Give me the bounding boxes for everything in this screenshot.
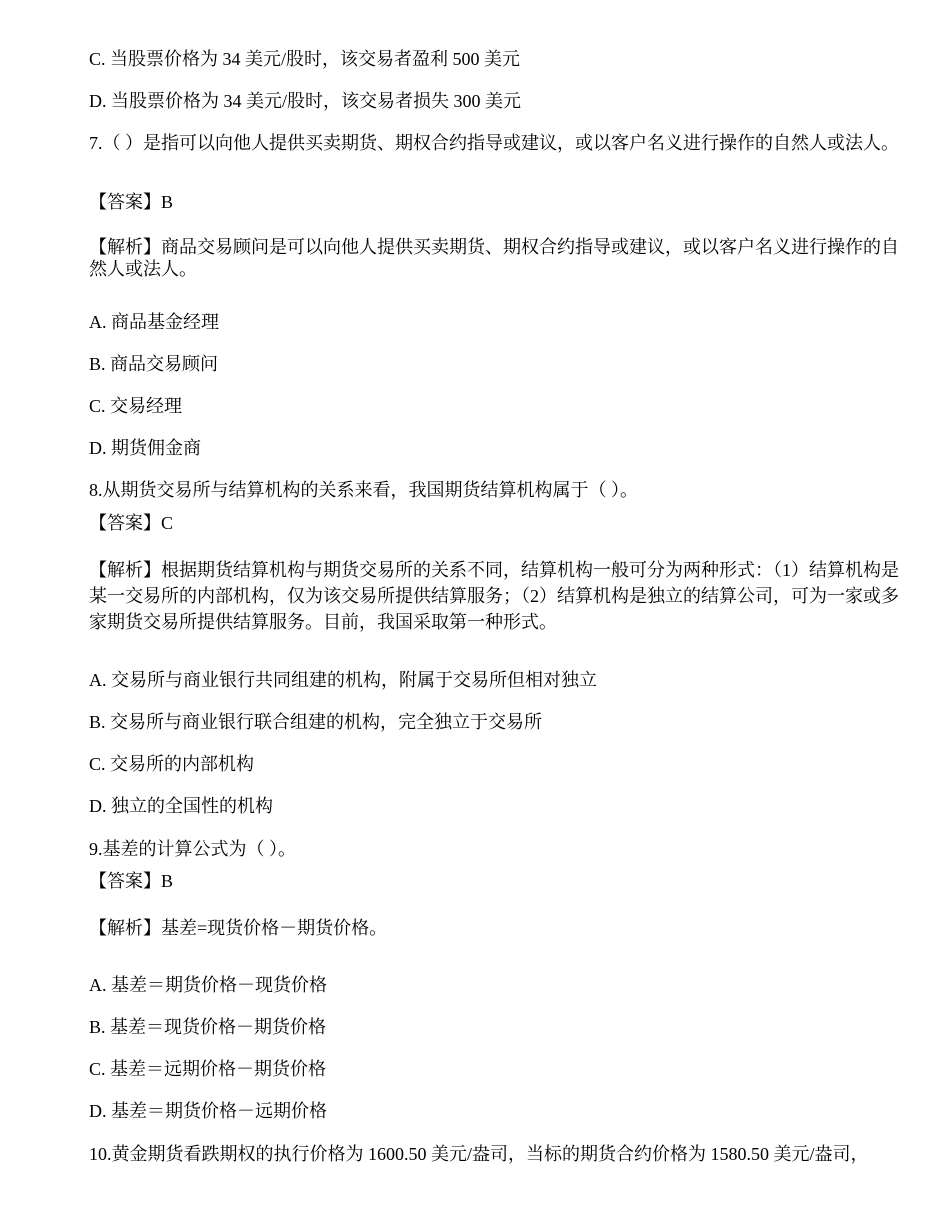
q7-answer: 【答案】B <box>89 192 174 212</box>
q9-option-c: C. 基差＝远期价格－期货价格 <box>89 1059 327 1079</box>
q8-option-a: A. 交易所与商业银行共同组建的机构，附属于交易所但相对独立 <box>89 670 597 690</box>
q7-analysis: 【解析】商品交易顾问是可以向他人提供买卖期货、期权合约指导或建议，或以客户名义进行操作的自然人或法人。 <box>89 237 899 279</box>
q8-option-b: B. 交易所与商业银行联合组建的机构，完全独立于交易所 <box>89 712 543 732</box>
q9-option-a: A. 基差＝期货价格－现货价格 <box>89 975 327 995</box>
q8-answer: 【答案】C <box>89 513 174 533</box>
question-8: 8.从期货交易所与结算机构的关系来看，我国期货结算机构属于（ ）。 <box>89 480 638 500</box>
question-9: 9.基差的计算公式为（ ）。 <box>89 839 296 859</box>
q7-option-d: D. 期货佣金商 <box>89 438 201 458</box>
q8-option-c: C. 交易所的内部机构 <box>89 754 255 774</box>
q9-analysis: 【解析】基差=现货价格－期货价格。 <box>89 918 388 938</box>
q9-option-d: D. 基差＝期货价格－远期价格 <box>89 1101 327 1121</box>
question-7: 7.（ ）是指可以向他人提供买卖期货、期权合约指导或建议，或以客户名义进行操作的自然人或法人。 <box>89 133 899 153</box>
question-10: 10.黄金期货看跌期权的执行价格为 1600.50 美元/盎司，当标的期货合约价格为 1580.50 美元/盎司， <box>89 1144 869 1164</box>
option-d-prev: D. 当股票价格为 34 美元/股时，该交易者损失 300 美元 <box>89 91 521 111</box>
q8-analysis: 【解析】根据期货结算机构与期货交易所的关系不同，结算机构一般可分为两种形式：（1）结算机构是某一交易所的内部机构，仅为该交易所提供结算服务；（2）结算机构是独立的结算公司，可为一家或多家期货交易所提供结算服务。目前，我国采取第一种形式。 <box>89 560 899 632</box>
q9-option-b: B. 基差＝现货价格－期货价格 <box>89 1017 327 1037</box>
q7-option-b: B. 商品交易顾问 <box>89 354 219 374</box>
q9-answer: 【答案】B <box>89 871 174 891</box>
q8-option-d: D. 独立的全国性的机构 <box>89 796 273 816</box>
q7-option-a: A. 商品基金经理 <box>89 312 219 332</box>
q7-option-c: C. 交易经理 <box>89 396 183 416</box>
option-c-prev: C. 当股票价格为 34 美元/股时，该交易者盈利 500 美元 <box>89 49 521 69</box>
